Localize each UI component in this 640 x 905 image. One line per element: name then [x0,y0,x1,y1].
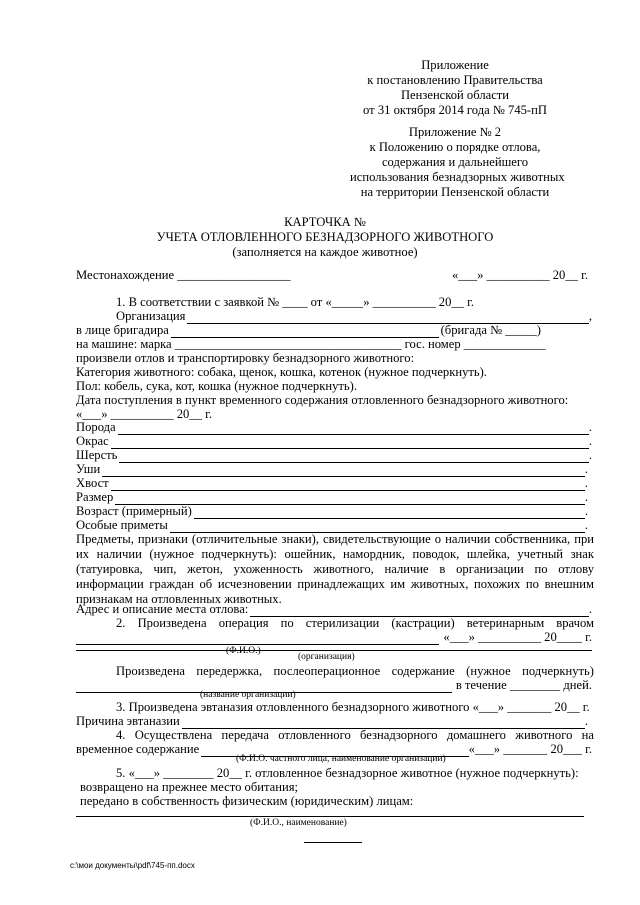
temp-date[interactable]: «___» _______ 20___ г. [468,742,592,756]
title-line-3: (заполняется на каждое животное) [232,245,418,259]
appendix-line: Приложение [421,58,489,72]
address-label: Адрес и описание места отлова: [76,602,249,616]
breed-label: Порода [76,420,116,434]
appendix-line: Пензенской области [400,88,510,102]
size-label: Размер [76,490,114,504]
appendix2-header [350,125,565,200]
vet-date[interactable]: «___» __________ 20____ г. [443,630,592,644]
section-3-euthanasia: 3. Произведена эвтаназия отловленного безнадзорного животного «___» _______ 20__ г. [116,700,590,714]
organization-line[interactable] [76,636,592,651]
fur-label: Шерсть [76,448,118,462]
appendix2-line: использования безнадзорных животных [350,170,565,184]
reason-label: Причина эвтаназии [76,714,180,728]
section-1-request: 1. В соответствии с заявкой № ____ от «_____» __________ 20__ г. [116,295,475,309]
marks-field[interactable]: Особые приметы . [76,518,588,532]
car-field[interactable]: на машине: марка ____________________________________ гос. номер _____________ [76,337,546,351]
s5-caption: (Ф.И.О., наименование) [250,818,347,828]
size-field[interactable]: Размер . [76,490,588,504]
s4-caption: (Ф.И.О. частного лица, наименование организации) [236,754,446,764]
title-line-1: КАРТОЧКА № [284,215,366,229]
tail-field[interactable]: Хвост . [76,476,588,490]
overexposure-text: Произведена передержка, послеоперационное содержание (нужное подчеркнуть) [116,664,594,678]
age-label: Возраст (примерный) [76,504,192,518]
closing-rule [304,842,362,843]
transferred-option: передано в собственность физическим (юридическим) лицам: [80,794,414,808]
organization-field[interactable]: Организация , [116,309,592,323]
color-label: Окрас [76,434,109,448]
appendix-header [350,58,560,118]
sex-text: Пол: кобель, сука, кот, кошка (нужное подчеркнуть). [76,379,357,393]
tail-label: Хвост [76,476,109,490]
capture-text: произвели отлов и транспортировку безнадзорного животного: [76,351,415,365]
arrival-date[interactable]: «___» __________ 20__ г. [76,407,212,421]
temp-label: временное содержание [76,742,200,756]
color-field[interactable]: Окрас . [76,434,592,448]
category-text: Категория животного: собака, щенок, кошка, котенок (нужное подчеркнуть). [76,365,487,379]
appendix2-line: содержания и дальнейшего [381,155,529,169]
org-name-caption: (название организации) [200,690,296,700]
overexposure-field[interactable] [76,678,592,693]
appendix2-line: к Положению о порядке отлова, [369,140,541,154]
card-title [60,215,590,260]
arrival-text: Дата поступления в пункт временного содержания отловленного безнадзорного животного: [76,393,569,407]
location-date[interactable]: «___» __________ 20__ г. [452,268,588,282]
footer-path: c:\мои документы\pdf\745-пп.docx [70,861,195,870]
brigade-label: (бригада № _____) [440,323,541,337]
organization-caption: (организация) [298,652,355,662]
brigadier-label: в лице бригадира [76,323,169,337]
age-field[interactable]: Возраст (примерный) . [76,504,588,518]
fur-field[interactable]: Шерсть . [76,448,592,462]
items-paragraph: Предметы, признаки (отличительные знаки), свидетельствующие о наличии собственника, при их наличии (нужное подчеркнуть): ошейник, намордник, поводок, шлейка, учетный знак (татуировка, чип, жетон, ухоженность животного, наличие в организации по отлову информации граждан об исчезновении принадлежащих им животных, похожих по внешним признакам на отловленных животных. [76,532,594,606]
location-field[interactable]: Местонахождение __________________ [76,268,291,282]
address-field[interactable]: Адрес и описание места отлова: . [76,602,592,616]
organization-label: Организация [116,309,186,323]
ears-label: Уши [76,462,101,476]
marks-label: Особые приметы [76,518,168,532]
title-line-2: УЧЕТА ОТЛОВЛЕННОГО БЕЗНАДЗОРНОГО ЖИВОТНОГО [156,230,494,244]
euthanasia-reason-field[interactable]: Причина эвтаназии . [76,714,588,728]
days-field[interactable]: в течение ________ дней. [455,678,592,692]
appendix2-line: на территории Пензенской области [360,185,550,199]
ears-field[interactable]: Уши . [76,462,588,476]
appendix-line: от 31 октября 2014 года № 745-пП [363,103,547,117]
brigadier-field[interactable] [76,323,541,338]
fio-caption: (Ф.И.О.) [226,646,261,656]
returned-option: возвращено на прежнее место обитания; [80,780,299,794]
section-4-transfer: 4. Осуществлена передача отловленного безнадзорного домашнего животного на [116,728,594,742]
appendix-line: к постановлению Правительства [367,73,543,87]
section-5-outcome: 5. «___» ________ 20__ г. отловленное безнадзорное животное (нужное подчеркнуть): [116,766,579,780]
section-2-sterilization: 2. Произведена операция по стерилизации (кастрации) ветеринарным врачом [116,616,594,630]
breed-field[interactable]: Порода . [76,420,592,434]
appendix2-line: Приложение № 2 [408,125,502,139]
recipient-line[interactable] [76,802,584,817]
